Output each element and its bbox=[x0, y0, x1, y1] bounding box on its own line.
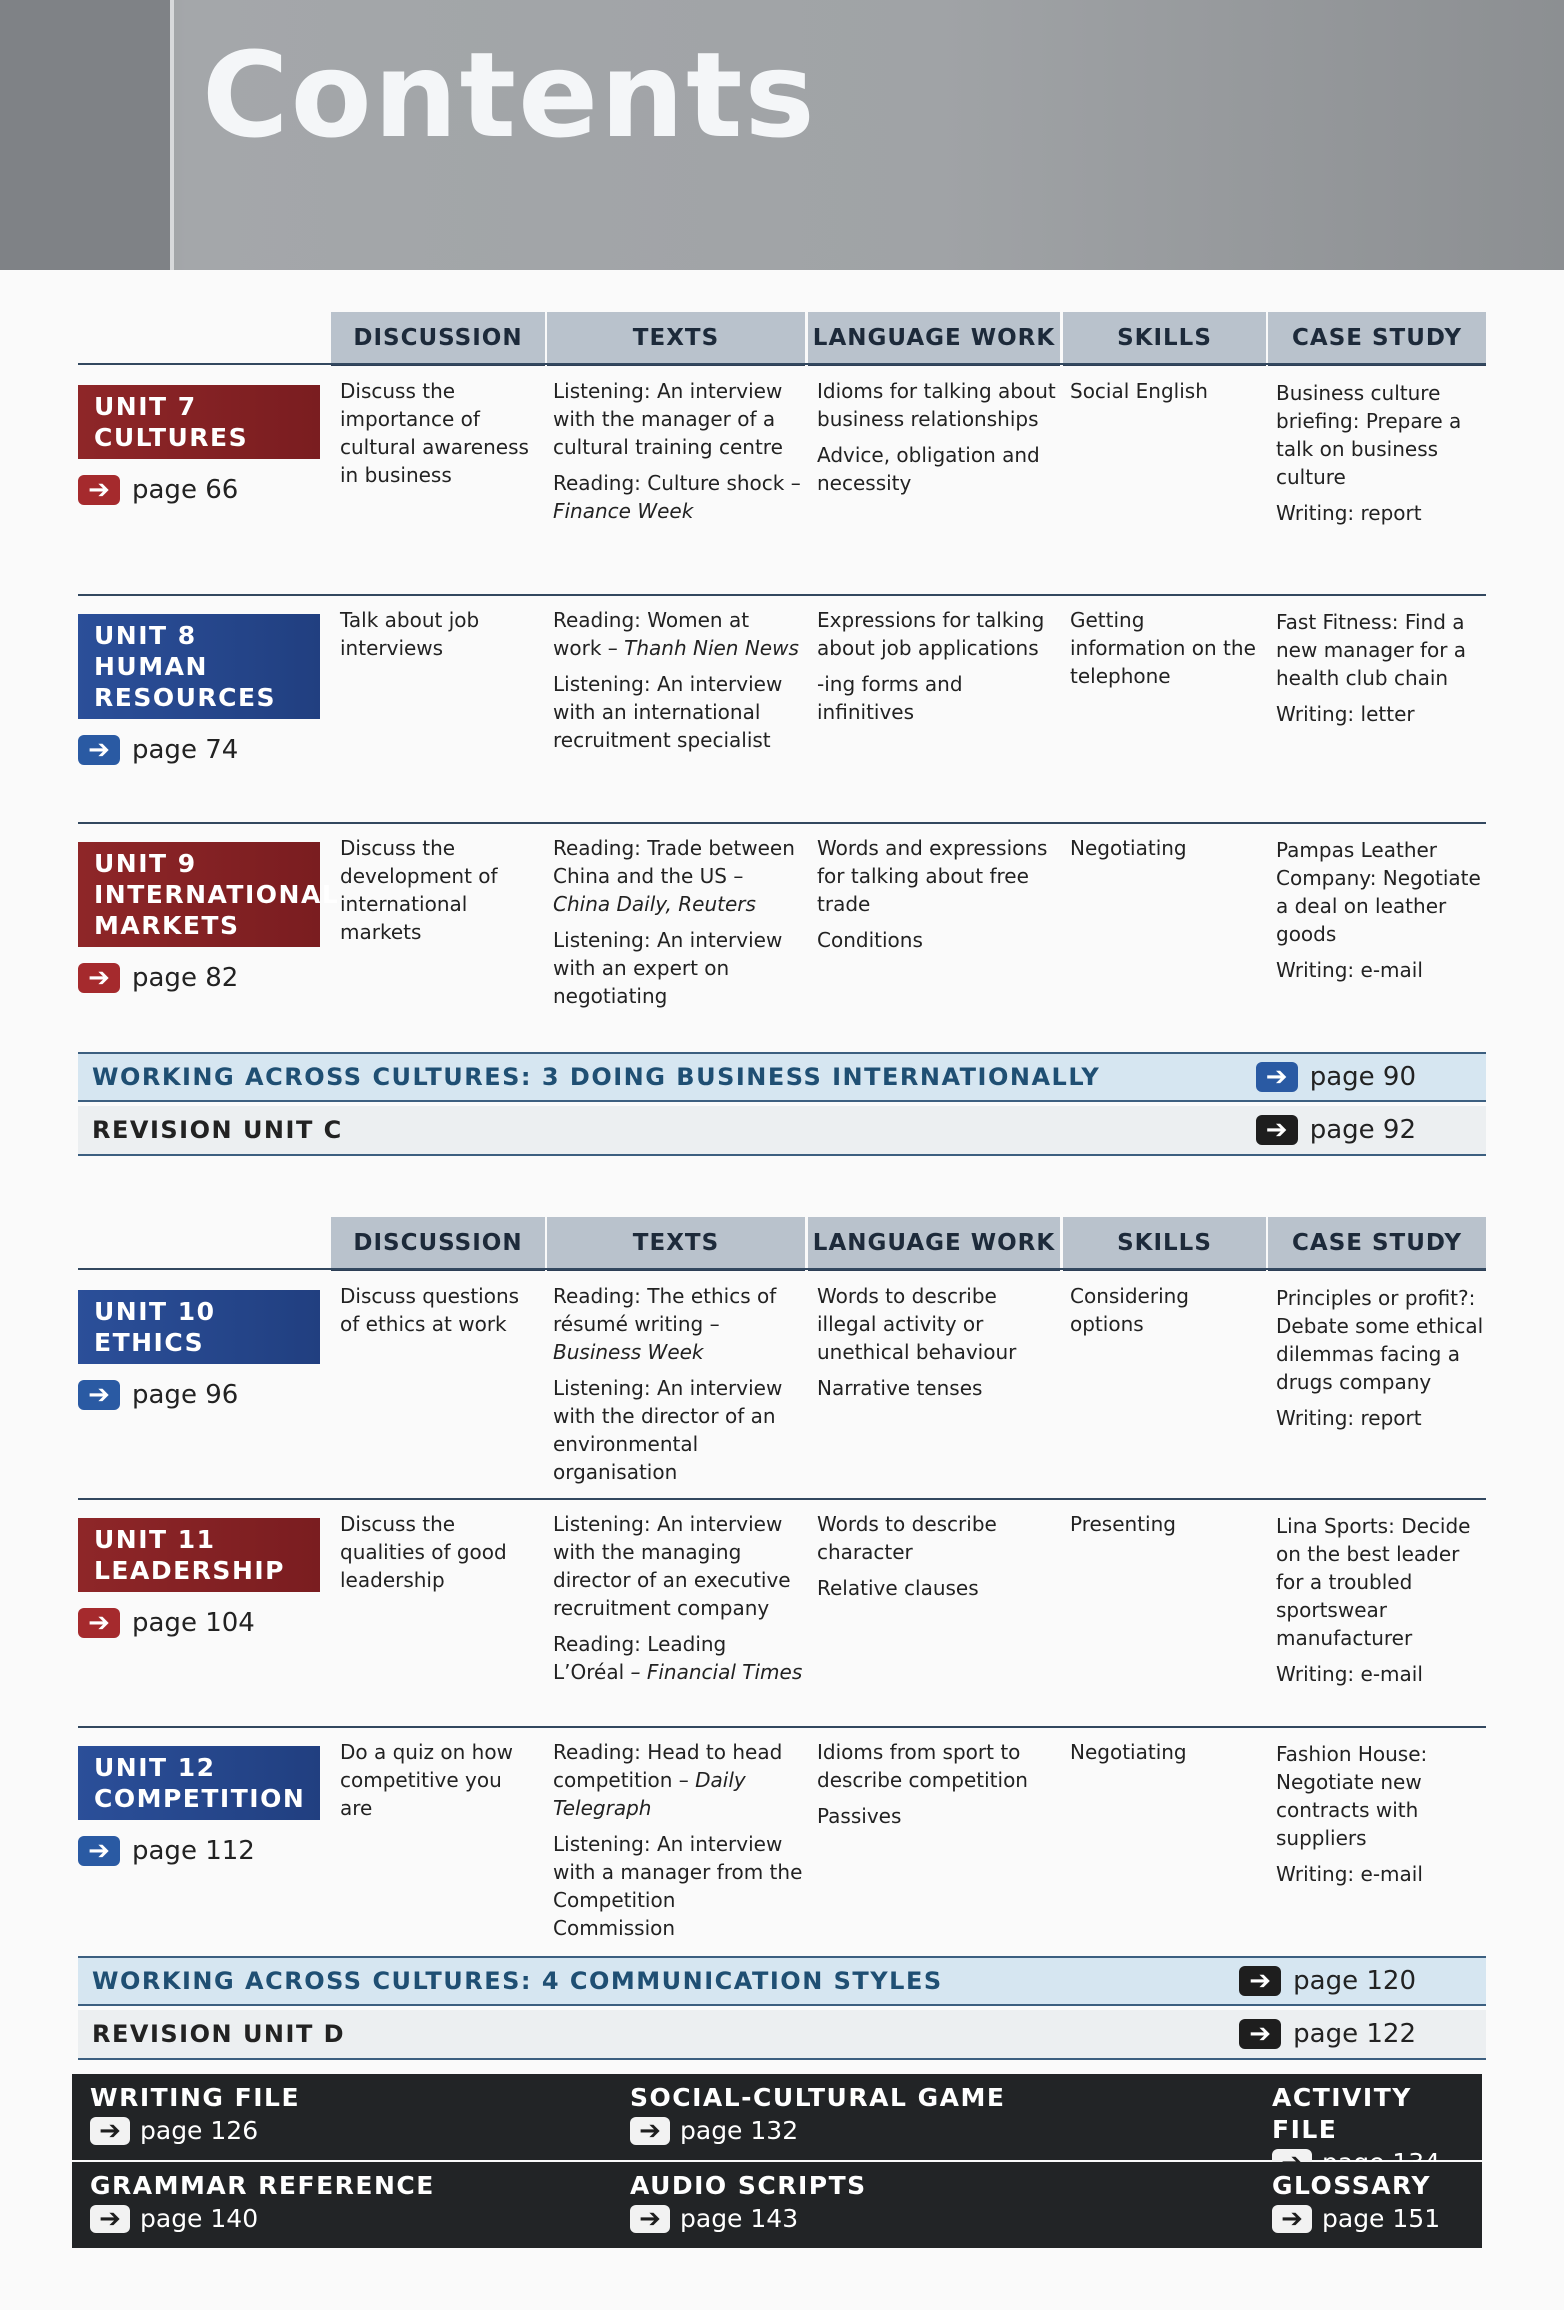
text-title: Reading: Leading L’Oréal bbox=[553, 1632, 727, 1684]
unit-label-line: UNIT 11 bbox=[94, 1525, 216, 1554]
page-number: page 112 bbox=[132, 1836, 255, 1866]
unit-label-line: UNIT 9 bbox=[94, 849, 197, 878]
arrow-icon: ➔ bbox=[78, 1836, 120, 1866]
resource-label: AUDIO SCRIPTS bbox=[630, 2171, 867, 2200]
arrow-icon: ➔ bbox=[78, 1380, 120, 1410]
column-header-case-study: CASE STUDY bbox=[1268, 1217, 1486, 1271]
arrow-icon: ➔ bbox=[630, 2117, 670, 2145]
unit-label-line: ETHICS bbox=[94, 1328, 205, 1357]
header-rule bbox=[78, 1268, 1486, 1270]
unit-page-link[interactable] bbox=[78, 735, 238, 765]
text-title: Listening: An interview with an international recruitment specialist bbox=[553, 672, 783, 752]
resource-page-link[interactable] bbox=[630, 2116, 1005, 2145]
page-number: page 132 bbox=[680, 2116, 799, 2145]
column-header-texts: TEXTS bbox=[547, 312, 805, 366]
case-study-cell bbox=[1276, 1284, 1486, 1440]
skills-text: Negotiating bbox=[1070, 1740, 1187, 1764]
writing-task: Writing: letter bbox=[1276, 702, 1415, 726]
arrow-icon: ➔ bbox=[78, 475, 120, 505]
arrow-icon: ➔ bbox=[78, 963, 120, 993]
skills-cell bbox=[1070, 606, 1265, 698]
arrow-icon: ➔ bbox=[78, 1608, 120, 1638]
page-number: page 82 bbox=[132, 963, 239, 993]
unit-label-line: INTERNATIONAL bbox=[94, 880, 340, 909]
text-title: Reading: Women at work – bbox=[553, 608, 750, 660]
discussion-cell bbox=[340, 606, 535, 670]
column-header-skills: SKILLS bbox=[1063, 1217, 1266, 1271]
row-divider bbox=[78, 822, 1486, 824]
texts-cell bbox=[553, 1282, 803, 1494]
unit-label-box bbox=[78, 842, 340, 947]
working-across-cultures-4-page-link[interactable] bbox=[1239, 1966, 1416, 1996]
arrow-icon: ➔ bbox=[1272, 2205, 1312, 2233]
row-divider bbox=[78, 1726, 1486, 1728]
working-across-cultures-3-label: WORKING ACROSS CULTURES: 3 DOING BUSINESS INTERNATIONALLY bbox=[92, 1063, 1101, 1091]
column-header-texts: TEXTS bbox=[547, 1217, 805, 1271]
unit-label-line: UNIT 10 bbox=[94, 1297, 216, 1326]
resources-bar bbox=[72, 2162, 1482, 2248]
revision-unit-d-label: REVISION UNIT D bbox=[92, 2020, 346, 2048]
discussion-text: Do a quiz on how competitive you are bbox=[340, 1740, 513, 1820]
language-item: Expressions for talking about job applications bbox=[817, 608, 1045, 660]
column-header-case-study: CASE STUDY bbox=[1268, 312, 1486, 366]
skills-text: Presenting bbox=[1070, 1512, 1176, 1536]
page-number: page 151 bbox=[1322, 2204, 1441, 2233]
resource-writing-file[interactable] bbox=[90, 2082, 300, 2145]
page-number: page 126 bbox=[140, 2116, 259, 2145]
writing-task: Writing: e-mail bbox=[1276, 1862, 1423, 1886]
column-header-discussion: DISCUSSION bbox=[331, 312, 545, 366]
unit-label-box bbox=[78, 385, 320, 459]
page-number: page 96 bbox=[132, 1380, 239, 1410]
arrow-icon: ➔ bbox=[90, 2117, 130, 2145]
case-study-cell bbox=[1276, 379, 1486, 535]
language-cell bbox=[817, 377, 1057, 505]
language-cell bbox=[817, 1738, 1057, 1838]
case-study-text: Lina Sports: Decide on the best leader for a troubled sportswear manufacturer bbox=[1276, 1514, 1471, 1650]
language-item: -ing forms and infinitives bbox=[817, 672, 963, 724]
column-header-skills: SKILLS bbox=[1063, 312, 1266, 366]
language-item: Advice, obligation and necessity bbox=[817, 443, 1040, 495]
arrow-icon: ➔ bbox=[1256, 1062, 1298, 1092]
arrow-icon: ➔ bbox=[630, 2205, 670, 2233]
language-cell bbox=[817, 1282, 1057, 1410]
skills-text: Negotiating bbox=[1070, 836, 1187, 860]
working-across-cultures-3-page-link[interactable] bbox=[1256, 1062, 1416, 1092]
resource-page-link[interactable] bbox=[90, 2116, 300, 2145]
writing-task: Writing: report bbox=[1276, 501, 1422, 525]
texts-cell bbox=[553, 1510, 803, 1694]
unit-label-line: UNIT 7 bbox=[94, 392, 197, 421]
resources-bar bbox=[72, 2074, 1482, 2160]
page-number: page 74 bbox=[132, 735, 239, 765]
case-study-cell bbox=[1276, 1512, 1486, 1696]
arrow-icon: ➔ bbox=[78, 735, 120, 765]
text-title: Reading: Trade between China and the US – bbox=[553, 836, 795, 888]
language-item: Conditions bbox=[817, 928, 923, 952]
texts-cell bbox=[553, 1738, 803, 1950]
case-study-text: Fast Fitness: Find a new manager for a health club chain bbox=[1276, 610, 1467, 690]
page-number: page 104 bbox=[132, 1608, 255, 1638]
skills-text: Social English bbox=[1070, 379, 1208, 403]
banner-strip bbox=[0, 0, 170, 270]
texts-cell bbox=[553, 377, 803, 533]
text-title: Listening: An interview with a manager from the Competition Commission bbox=[553, 1832, 803, 1940]
case-study-text: Principles or profit?: Debate some ethical dilemmas facing a drugs company bbox=[1276, 1286, 1484, 1394]
resource-label: ACTIVITY FILE bbox=[1272, 2083, 1412, 2144]
skills-cell bbox=[1070, 1510, 1265, 1546]
unit-label-line: UNIT 12 bbox=[94, 1753, 216, 1782]
text-entry bbox=[553, 1738, 803, 1822]
text-entry bbox=[553, 1374, 803, 1486]
case-study-text: Pampas Leather Company: Negotiate a deal on leather goods bbox=[1276, 838, 1481, 946]
header-banner bbox=[0, 0, 1564, 270]
case-study-cell bbox=[1276, 608, 1486, 736]
text-entry bbox=[553, 606, 803, 662]
resource-glossary[interactable] bbox=[1272, 2170, 1440, 2233]
resource-label: SOCIAL-CULTURAL GAME bbox=[630, 2083, 1006, 2112]
texts-cell bbox=[553, 606, 803, 762]
text-source: Business Week bbox=[553, 1340, 704, 1364]
language-cell bbox=[817, 1510, 1057, 1610]
text-entry bbox=[553, 377, 803, 461]
language-item: Words to describe illegal activity or unethical behaviour bbox=[817, 1284, 1017, 1364]
row-divider bbox=[78, 594, 1486, 596]
column-header-discussion: DISCUSSION bbox=[331, 1217, 545, 1271]
page-title: Contents bbox=[202, 26, 817, 164]
resource-label: GLOSSARY bbox=[1272, 2171, 1432, 2200]
language-item: Words to describe character bbox=[817, 1512, 997, 1564]
unit-label-line: LEADERSHIP bbox=[94, 1556, 285, 1585]
text-title: Reading: Culture shock – bbox=[553, 471, 801, 495]
revision-unit-c-label: REVISION UNIT C bbox=[92, 1116, 343, 1144]
unit-label-box bbox=[78, 614, 320, 719]
language-item: Narrative tenses bbox=[817, 1376, 983, 1400]
resource-social-cultural-game[interactable] bbox=[630, 2082, 1005, 2145]
skills-cell bbox=[1070, 1282, 1265, 1346]
text-title: Listening: An interview with the manager of a cultural training centre bbox=[553, 379, 783, 459]
unit-label-box bbox=[78, 1290, 320, 1364]
text-title: Listening: An interview with the director of an environmental organisation bbox=[553, 1376, 783, 1484]
column-header-language-work: LANGUAGE WORK bbox=[808, 1217, 1060, 1271]
texts-cell bbox=[553, 834, 803, 1018]
text-title: Reading: The ethics of résumé writing – bbox=[553, 1284, 777, 1336]
unit-page-link[interactable] bbox=[78, 1836, 255, 1866]
discussion-text: Talk about job interviews bbox=[340, 608, 480, 660]
text-title: Listening: An interview with an expert on negotiating bbox=[553, 928, 783, 1008]
text-entry bbox=[553, 926, 803, 1010]
arrow-icon: ➔ bbox=[1239, 1966, 1281, 1996]
unit-label-box bbox=[78, 1746, 320, 1820]
writing-task: Writing: e-mail bbox=[1276, 958, 1423, 982]
text-title: Reading: Head to head competition – bbox=[553, 1740, 783, 1792]
skills-cell bbox=[1070, 1738, 1265, 1774]
discussion-cell bbox=[340, 377, 535, 497]
unit-label-line: MARKETS bbox=[94, 911, 240, 940]
resource-audio-scripts[interactable] bbox=[630, 2170, 867, 2233]
header-rule bbox=[78, 363, 1486, 365]
unit-page-link[interactable] bbox=[78, 963, 238, 993]
text-entry bbox=[553, 469, 803, 525]
text-entry bbox=[553, 834, 803, 918]
row-divider bbox=[78, 1498, 1486, 1500]
resource-page-link[interactable] bbox=[1272, 2204, 1440, 2233]
column-header-language-work: LANGUAGE WORK bbox=[808, 312, 1060, 366]
arrow-icon: ➔ bbox=[90, 2205, 130, 2233]
arrow-icon: ➔ bbox=[1256, 1115, 1298, 1145]
discussion-cell bbox=[340, 1282, 535, 1346]
discussion-text: Discuss the importance of cultural awareness in business bbox=[340, 379, 529, 487]
unit-page-link[interactable] bbox=[78, 1608, 255, 1638]
revision-unit-c-page-link[interactable] bbox=[1256, 1115, 1416, 1145]
page-number: page 66 bbox=[132, 475, 239, 505]
resource-label: GRAMMAR REFERENCE bbox=[90, 2171, 435, 2200]
page-number: page 143 bbox=[680, 2204, 799, 2233]
text-source: Finance Week bbox=[553, 499, 694, 523]
skills-text: Considering options bbox=[1070, 1284, 1190, 1336]
case-study-cell bbox=[1276, 1740, 1486, 1896]
case-study-text: Business culture briefing: Prepare a talk on business culture bbox=[1276, 381, 1462, 489]
page-number: page 90 bbox=[1309, 1062, 1416, 1092]
resource-page-link[interactable] bbox=[90, 2204, 435, 2233]
text-source: Daily Telegraph bbox=[553, 1768, 746, 1820]
unit-page-link[interactable] bbox=[78, 475, 238, 505]
discussion-cell bbox=[340, 834, 535, 954]
language-cell bbox=[817, 834, 1057, 962]
text-entry bbox=[553, 1630, 803, 1686]
discussion-text: Discuss the development of international markets bbox=[340, 836, 498, 944]
resource-page-link[interactable] bbox=[630, 2204, 867, 2233]
unit-label-line: UNIT 8 bbox=[94, 621, 197, 650]
discussion-text: Discuss the qualities of good leadership bbox=[340, 1512, 507, 1592]
language-item: Idioms for talking about business relationships bbox=[817, 379, 1056, 431]
discussion-cell bbox=[340, 1510, 535, 1602]
text-entry bbox=[553, 1510, 803, 1622]
text-entry bbox=[553, 670, 803, 754]
language-item: Relative clauses bbox=[817, 1576, 979, 1600]
revision-unit-c bbox=[78, 1106, 1486, 1156]
banner-divider bbox=[170, 0, 174, 270]
resource-grammar-reference[interactable] bbox=[90, 2170, 435, 2233]
text-source: Thanh Nien News bbox=[624, 636, 799, 660]
case-study-text: Fashion House: Negotiate new contracts with suppliers bbox=[1276, 1742, 1428, 1850]
arrow-icon: ➔ bbox=[1239, 2019, 1281, 2049]
text-source: China Daily, Reuters bbox=[553, 892, 756, 916]
unit-page-link[interactable] bbox=[78, 1380, 238, 1410]
unit-label-line: HUMAN bbox=[94, 652, 208, 681]
skills-cell bbox=[1070, 377, 1265, 413]
language-item: Passives bbox=[817, 1804, 902, 1828]
language-item: Idioms from sport to describe competition bbox=[817, 1740, 1028, 1792]
working-across-cultures-4-label: WORKING ACROSS CULTURES: 4 COMMUNICATION STYLES bbox=[92, 1967, 943, 1995]
writing-task: Writing: e-mail bbox=[1276, 1662, 1423, 1686]
page-number: page 92 bbox=[1309, 1115, 1416, 1145]
unit-label-line: COMPETITION bbox=[94, 1784, 306, 1813]
text-title: Listening: An interview with the managing director of an executive recruitment company bbox=[553, 1512, 791, 1620]
unit-label-box bbox=[78, 1518, 320, 1592]
unit-label-line: RESOURCES bbox=[94, 683, 277, 712]
revision-unit-d bbox=[78, 2010, 1486, 2060]
page-number: page 140 bbox=[140, 2204, 259, 2233]
writing-task: Writing: report bbox=[1276, 1406, 1422, 1430]
text-entry bbox=[553, 1282, 803, 1366]
revision-unit-d-page-link[interactable] bbox=[1239, 2019, 1416, 2049]
working-across-cultures-3 bbox=[78, 1052, 1486, 1102]
skills-cell bbox=[1070, 834, 1265, 870]
text-source: – Financial Times bbox=[630, 1660, 803, 1684]
skills-text: Getting information on the telephone bbox=[1070, 608, 1256, 688]
language-item: Words and expressions for talking about free trade bbox=[817, 836, 1048, 916]
working-across-cultures-4 bbox=[78, 1956, 1486, 2006]
unit-label-line: CULTURES bbox=[94, 423, 249, 452]
text-entry bbox=[553, 1830, 803, 1942]
language-cell bbox=[817, 606, 1057, 734]
page-number: page 120 bbox=[1293, 1966, 1416, 1996]
resource-label: WRITING FILE bbox=[90, 2083, 301, 2112]
discussion-text: Discuss questions of ethics at work bbox=[340, 1284, 520, 1336]
case-study-cell bbox=[1276, 836, 1486, 992]
page-number: page 122 bbox=[1293, 2019, 1416, 2049]
discussion-cell bbox=[340, 1738, 535, 1830]
